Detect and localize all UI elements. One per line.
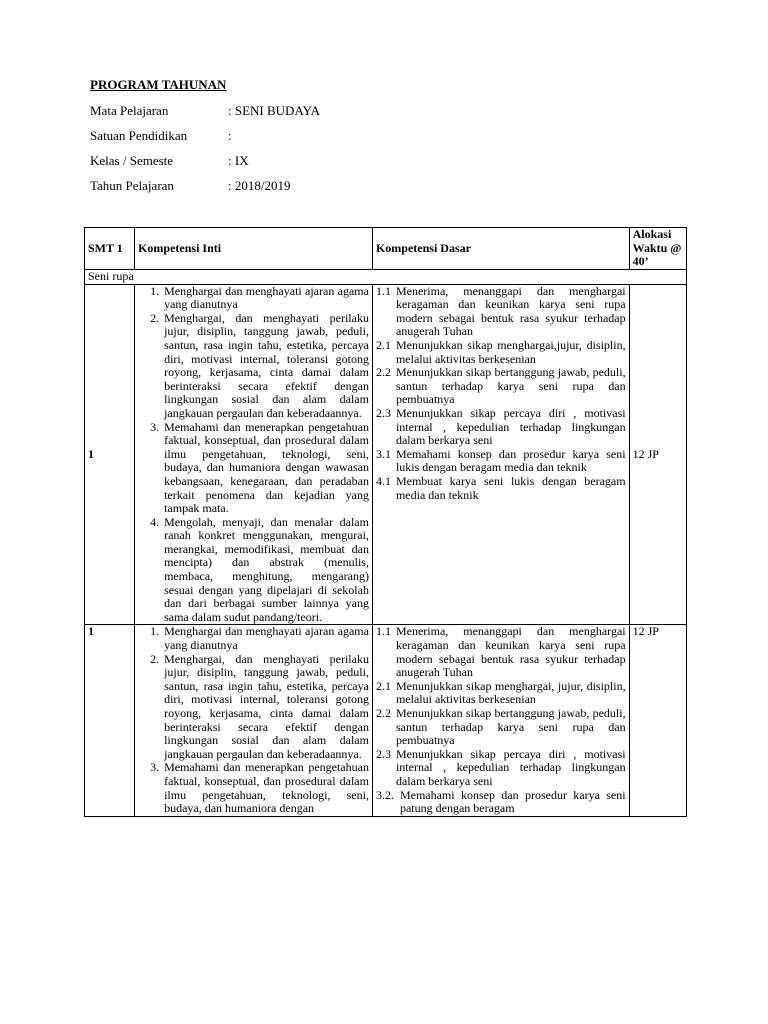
alokasi-value: 12 JP xyxy=(629,625,686,816)
kd-number: 2.2 xyxy=(375,706,391,720)
meta-value: : xyxy=(228,128,232,143)
kd-item xyxy=(376,285,626,339)
kd-text: Menunjukkan sikap bertanggung jawab, peduli, santun terhadap karya seni rupa dan pembuatnya xyxy=(395,706,626,748)
kd-number: 1.1 xyxy=(375,283,391,298)
table-row xyxy=(85,284,687,625)
header-kompetensi-inti: Kompetensi Inti xyxy=(135,228,373,270)
meta-label: Kelas / Semeste xyxy=(90,153,174,168)
kd-item xyxy=(376,707,626,748)
header-alokasi-waktu: Alokasi Waktu @ 40’ xyxy=(629,228,686,270)
kd-number: 2.3 xyxy=(375,746,391,761)
kd-number: 2.3 xyxy=(375,405,391,420)
kd-text: Membuat karya seni lukis dengan beragam media dan teknik xyxy=(395,473,626,502)
list-item: 2. Menghargai, dan menghayati perilaku jujur, disiplin, tanggung jawab, peduli, santun, rasa ingin tahu, estetika, percaya diri, motivasi internal, toleransi gotong royong, kerjasama, cinta damai dalam berinteraksi secara efektif dengan lingkungan sosial dan alam dalam jangkauan pergaulan dan keberadaannya. xyxy=(162,653,369,762)
kd-text: Menunjukkan sikap percaya diri , motivasi internal , kepedulian terhadap lingkungan dalam berkarya seni xyxy=(395,746,626,788)
smt-value: 1 xyxy=(85,284,135,625)
meta-value: : 2018/2019 xyxy=(228,178,291,193)
kd-text: Memahami konsep dan prosedur karya seni lukis dengan beragam media dan teknik xyxy=(395,446,626,475)
list-item: 3. Memahami dan menerapkan pengetahuan faktual, konseptual, dan prosedural dalam ilmu pengetahuan, teknologi, seni, budaya, dan humaniora dengan wawasan kebangsaan, kenegaraan, dan peradaban terkait penomena dan kejadian yang tampak mata. xyxy=(162,421,369,516)
ki-cell xyxy=(135,284,373,625)
table-header-row xyxy=(85,228,687,270)
kd-item xyxy=(376,448,626,475)
kd-item xyxy=(376,748,626,789)
section-row xyxy=(85,270,687,285)
kd-item xyxy=(376,366,626,407)
kd-item xyxy=(376,680,626,707)
list-item: 3. Memahami dan menerapkan pengetahuan faktual, konseptual, dan prosedural dalam ilmu pengetahuan, teknologi, seni, budaya, dan humaniora dengan xyxy=(162,761,369,815)
kd-text: Menunjukkan sikap menghargai, jujur, disiplin, melalui aktivitas berkesenian xyxy=(395,678,626,707)
kd-text: Menunjukkan sikap bertanggung jawab, peduli, santun terhadap karya seni rupa dan pembuatnya xyxy=(395,365,626,407)
alokasi-value: 12 JP xyxy=(629,284,686,625)
kd-item xyxy=(376,475,626,502)
kd-number: 3.1 xyxy=(375,446,391,461)
header-smt: SMT 1 xyxy=(85,228,135,270)
ki-list xyxy=(138,625,369,815)
table-row xyxy=(85,625,687,816)
document-title: PROGRAM TAHUNAN xyxy=(90,77,227,92)
program-table xyxy=(84,227,687,817)
smt-value: 1 xyxy=(85,625,135,816)
kd-text: Menunjukkan sikap percaya diri , motivasi internal , kepedulian terhadap lingkungan dalam berkarya seni xyxy=(395,405,626,448)
section-label: Seni rupa xyxy=(85,270,687,285)
kd-cell xyxy=(372,284,629,625)
list-item: 1. Menghargai dan menghayati ajaran agama yang dianutnya xyxy=(162,285,369,312)
meta-label: Mata Pelajaran xyxy=(90,103,169,118)
kd-item xyxy=(376,625,626,679)
kd-item xyxy=(376,407,626,448)
kd-number: 1.1 xyxy=(375,624,391,639)
meta-value: : SENI BUDAYA xyxy=(228,103,320,118)
kd-number: 4.1 xyxy=(375,473,391,488)
list-item: 1. Menghargai dan menghayati ajaran agama yang dianutnya xyxy=(162,625,369,652)
list-item: 2. Menghargai, dan menghayati perilaku jujur, disiplin, tanggung jawab, peduli, santun, rasa ingin tahu, estetika, percaya diri, motivasi internal, toleransi gotong royong, kerjasama, cinta damai dalam berinteraksi secara efektif dengan lingkungan sosial dan alam dalam jangkauan pergaulan dan keberadaannya. xyxy=(162,312,369,421)
meta-label: Satuan Pendidikan xyxy=(90,128,188,143)
list-item: 4. Mengolah, menyaji, dan menalar dalam ranah konkret menggunakan, mengurai, merangkai, memodifikasi, membuat dan mencipta) dan abstrak (menulis, membaca, menghitung, mengarang) sesuai dengan yang dipelajari di sekolah dan dari berbagai sumber lainnya yang sama dalam sudut pandang/teori. xyxy=(162,516,369,625)
kd-item xyxy=(376,789,626,816)
kd-text: Menunjukkan sikap menghargai,jujur, disiplin, melalui aktivitas berkesenian xyxy=(395,337,626,366)
kd-cell xyxy=(372,625,629,816)
kd-item xyxy=(376,339,626,366)
kd-number: 2.1 xyxy=(375,678,391,693)
kd-number: 2.1 xyxy=(375,337,391,352)
kd-text: Menerima, menanggapi dan menghargai keragaman dan keunikan karya seni rupa modern sebagai bentuk rasa syukur terhadap anugerah Tuhan xyxy=(395,283,626,339)
kd-text: Memahami konsep dan prosedur karya seni patung dengan beragam xyxy=(399,787,626,816)
kd-number: 3.2. xyxy=(375,787,394,802)
header-kompetensi-dasar: Kompetensi Dasar xyxy=(372,228,629,270)
kd-text: Menerima, menanggapi dan menghargai keragaman dan keunikan karya seni rupa modern sebagai bentuk rasa syukur terhadap anugerah Tuhan xyxy=(395,624,626,680)
ki-cell xyxy=(135,625,373,816)
meta-value: : IX xyxy=(228,153,249,168)
meta-label: Tahun Pelajaran xyxy=(90,178,174,193)
ki-list xyxy=(138,285,369,625)
kd-number: 2.2 xyxy=(375,365,391,380)
